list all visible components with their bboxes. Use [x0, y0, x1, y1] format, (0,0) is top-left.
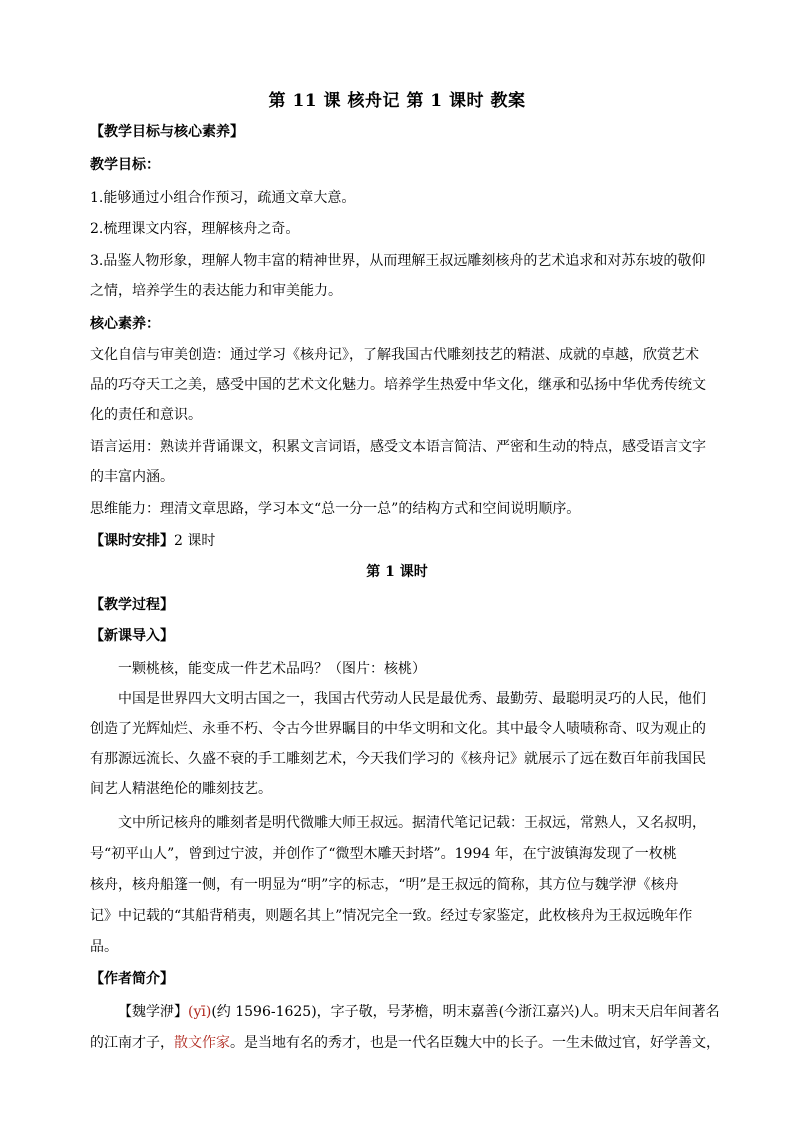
intro-p2-line: 中国是世界四大文明古国之一，我国古代劳动人民是最优秀、最勤劳、最聪明灵巧的人民，他们: [118, 691, 706, 707]
intro-p3-line: 文中所记核舟的雕刻者是明代微雕大师王叔远。据清代笔记记载：王叔远，常熟人，又名叔明，: [118, 815, 706, 831]
intro-p2-line: 有那源远流长、久盛不衰的手工雕刻艺术，今天我们学习的《核舟记》就展示了远在数百年前我国民: [90, 751, 706, 767]
objective-item: 1.能够通过小组合作预习，疏通文章大意。: [90, 190, 356, 206]
process-heading: 【教学过程】: [90, 597, 174, 613]
author-details: (约 1596-1625)，字子敬，号茅檐，明末嘉善(今浙江嘉兴)人。明末天启年间著名: [211, 1004, 720, 1020]
literacy-line: 文化自信与审美创造：通过学习《核舟记》，了解我国古代雕刻技艺的精湛、成就的卓越，欣赏艺术: [90, 347, 699, 363]
literacy-line: 化的责任和意识。: [90, 407, 202, 423]
schedule-value: 2 课时: [174, 533, 216, 549]
page-title: 第 11 课 核舟记 第 1 课时 教案: [268, 91, 526, 111]
author-highlight: 散文作家: [174, 1035, 230, 1051]
author-pinyin: (yī): [188, 1004, 212, 1020]
literacy-line: 语言运用：熟读并背诵课文，积累文言词语，感受文本语言简洁、严密和生动的特点，感受语言文字: [90, 439, 706, 455]
author-text: 的江南才子，: [90, 1035, 174, 1051]
literacy-line: 思维能力：理清文章思路，学习本文“总一分一总”的结构方式和空间说明顺序。: [90, 501, 581, 517]
objectives-label: 教学目标：: [90, 157, 160, 173]
literacy-line: 的丰富内涵。: [90, 469, 174, 485]
schedule-line: [90, 532, 215, 550]
author-line: [118, 1003, 720, 1021]
author-text: 。是当地有名的秀才，也是一代名臣魏大中的长子。一生未做过官，好学善文，: [230, 1035, 720, 1051]
intro-paragraph-1: 一颗桃核，能变成一件艺术品吗？（图片：核桃）: [118, 661, 426, 677]
intro-p2-line: 创造了光辉灿烂、永垂不朽、令古今世界瞩目的中华文明和文化。其中最令人啧啧称奇、叹为观止的: [90, 721, 706, 737]
section-heading-objectives: 【教学目标与核心素养】: [90, 124, 244, 140]
intro-p3-line: 记》中记载的“其船背稍夷，则题名其上”情况完全一致。经过专家鉴定，此枚核舟为王叔远晚年作: [90, 908, 693, 924]
objective-item: 3.品鉴人物形象，理解人物丰富的精神世界，从而理解王叔远雕刻核舟的艺术追求和对苏东坡的敬仰: [90, 253, 706, 269]
lesson-heading: 第 1 课时: [366, 564, 428, 580]
author-line: [90, 1034, 720, 1052]
objective-item: 2.梳理课文内容，理解核舟之奇。: [90, 221, 300, 237]
intro-p3-line: 核舟，核舟船篷一侧，有一明显为“明”字的标志，“明”是王叔远的简称，其方位与魏学洢《核舟: [90, 877, 679, 893]
intro-p3-line: 品。: [90, 939, 118, 955]
intro-p3-line: 号“初平山人”，曾到过宁波，并创作了“微型木雕天封塔”。1994 年，在宁波镇海发现了一枚桃: [90, 846, 677, 862]
literacy-line: 品的巧夺天工之美，感受中国的艺术文化魅力。培养学生热爱中华文化，继承和弘扬中华优秀传统文: [90, 377, 706, 393]
intro-heading: 【新课导入】: [90, 628, 174, 644]
objective-item-continued: 之情，培养学生的表达能力和审美能力。: [90, 283, 342, 299]
author-name: 【魏学洢】: [118, 1004, 188, 1020]
intro-p2-line: 间艺人精湛绝伦的雕刻技艺。: [90, 781, 272, 797]
author-heading: 【作者简介】: [90, 971, 174, 987]
schedule-heading: 【课时安排】: [90, 533, 174, 549]
literacy-label: 核心素养：: [90, 316, 160, 332]
